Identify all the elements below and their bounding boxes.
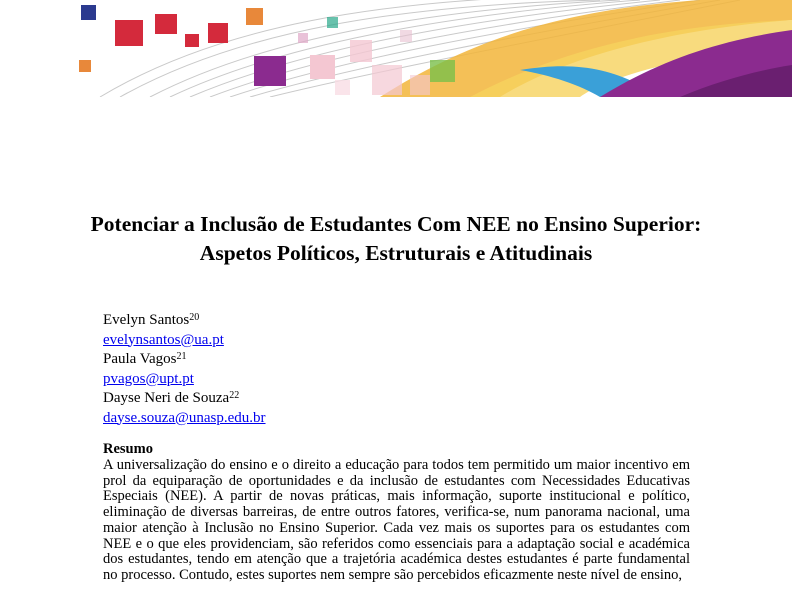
abstract-text: A universalização do ensino e o direito a educação para todos tem permitido um maior incentivo em prol da equiparação de oportunidades e da inclusão de estudantes com Necessidades Educativas Especiais (NEE). A partir de novas práticas, mais informação, suporte institucional e político, eliminação de diversas barreiras, de entre outros fatores, verifica-se, num panorama nacional, uma maior atenção à Inclusão no Ensino Superior. Cada vez mais os suportes para os estudantes com NEE e o que eles providenciam, são referidos como essenciais para a adaptação social e académica dos estudantes, tendo em atenção que a trajetória académica destes estudantes é parte fundamental no processo. Contudo, estes suportes nem sempre são percebidos eficazmente neste nível de ensino,	[103, 457, 690, 583]
author-entry	[103, 389, 266, 409]
author-name: Evelyn Santos	[103, 312, 190, 328]
author-entry	[103, 350, 266, 370]
author-email-link[interactable]: dayse.souza@unasp.edu.br	[103, 409, 266, 426]
author-block	[103, 311, 266, 428]
decorative-banner	[0, 0, 792, 97]
footnote-marker: 22	[229, 390, 240, 401]
banner-graphic	[0, 0, 792, 97]
author-email-link[interactable]: pvagos@upt.pt	[103, 370, 194, 387]
author-email-link[interactable]: evelynsantos@ua.pt	[103, 331, 224, 348]
footnote-marker: 20	[189, 312, 200, 323]
paper-title: Potenciar a Inclusão de Estudantes Com NEE no Ensino Superior: Aspetos Políticos, Estruturais e Atitudinais	[90, 212, 702, 265]
footnote-marker: 21	[176, 351, 187, 362]
abstract-heading: Resumo	[103, 441, 153, 457]
author-name: Paula Vagos	[103, 351, 177, 367]
author-name: Dayse Neri de Souza	[103, 390, 230, 406]
author-entry	[103, 311, 266, 331]
